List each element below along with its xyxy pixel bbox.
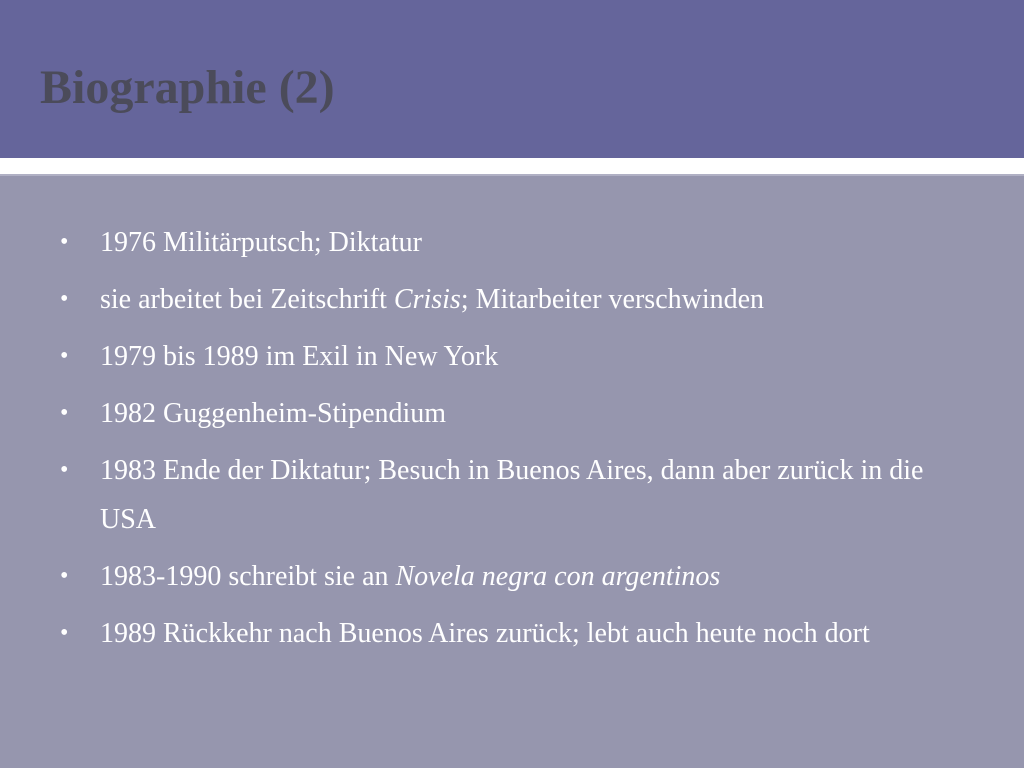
bullet-text <box>100 618 870 649</box>
bullet-text-part: 1976 Militärputsch; Diktatur <box>100 227 422 258</box>
bullet-text-part: 1979 bis 1989 im Exil in New York <box>100 341 499 372</box>
bullet-text-part: 1983 Ende der Diktatur; Besuch in Buenos Aires, dann aber zurück in die USA <box>100 455 924 535</box>
bullet-item-crisis <box>0 275 1024 324</box>
bullet-item-exile <box>0 332 1024 381</box>
bullet-icon: • <box>60 286 69 312</box>
header-divider <box>0 158 1024 174</box>
bullet-icon: • <box>60 563 69 589</box>
bullet-text <box>100 284 764 315</box>
bullet-icon: • <box>60 457 69 483</box>
bullet-item-return <box>0 609 1024 658</box>
bullet-text <box>100 341 498 372</box>
bullet-item-end-dictatorship <box>0 446 1024 544</box>
bullet-text-part: 1989 Rückkehr nach Buenos Aires zurück; lebt auch heute noch dort <box>100 618 870 649</box>
bullet-text-part: ; Mitarbeiter verschwinden <box>460 284 765 315</box>
bullet-text <box>100 227 422 258</box>
bullet-item-1976-putsch <box>0 218 1024 267</box>
bullet-text <box>100 398 446 429</box>
bullet-text <box>100 561 720 592</box>
bullet-text-part: 1983-1990 schreibt sie an <box>100 561 396 592</box>
bullet-icon: • <box>60 620 69 646</box>
bullet-text-italic: Novela negra con argentinos <box>395 561 721 592</box>
bullet-icon: • <box>60 229 69 255</box>
bullet-text-part: 1982 Guggenheim-Stipendium <box>100 398 447 429</box>
bullet-text <box>100 455 923 535</box>
bullet-text-italic: Crisis <box>393 284 461 315</box>
bullet-list <box>0 218 1024 666</box>
slide-title: Biographie (2) <box>40 61 335 114</box>
bullet-text-part: sie arbeitet bei Zeitschrift <box>100 284 394 315</box>
header-divider-line <box>0 174 1024 176</box>
bullet-item-novela-negra <box>0 552 1024 601</box>
bullet-icon: • <box>60 400 69 426</box>
slide-header <box>0 0 1024 158</box>
bullet-item-guggenheim <box>0 389 1024 438</box>
bullet-icon: • <box>60 343 69 369</box>
